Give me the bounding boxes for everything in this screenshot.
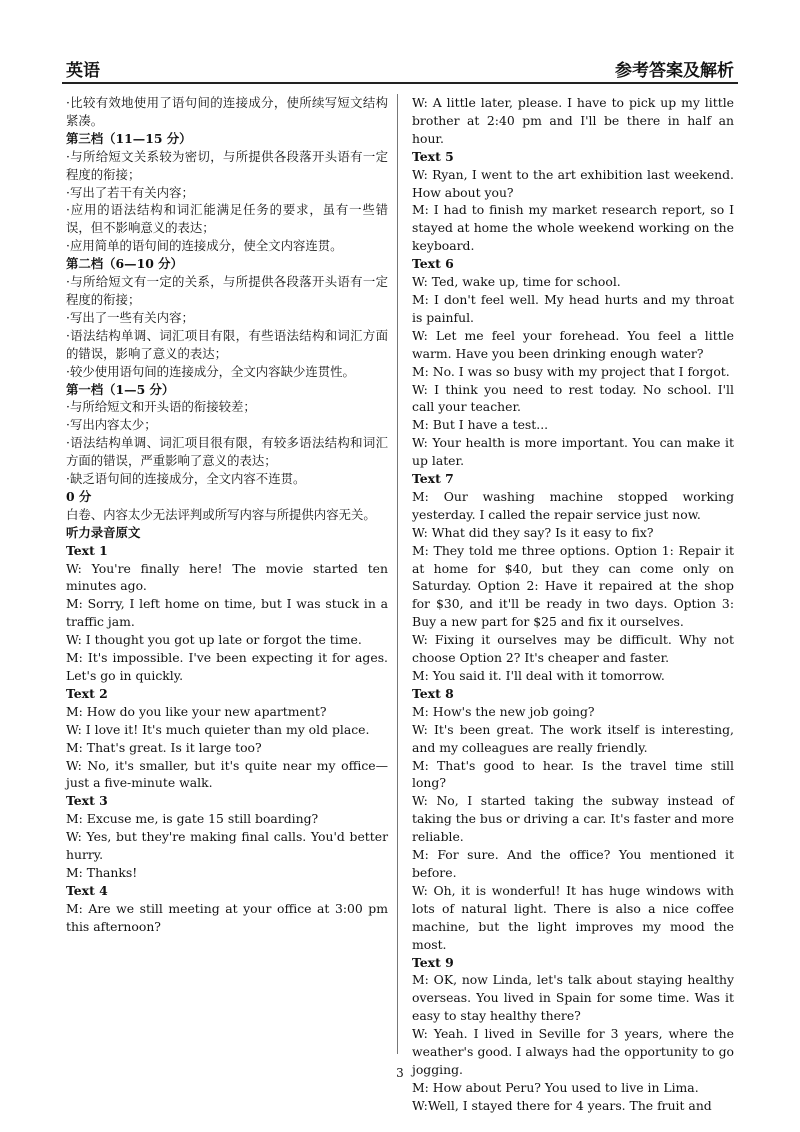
section-heading: Text 9 — [412, 954, 454, 970]
text-line: M: OK, now Linda, let's talk about staying healthy overseas. You lived in Spain for some time. Was it easy to stay healthy there? — [412, 972, 734, 1024]
text-line: M: You said it. I'll deal with it tomorrow. — [412, 668, 665, 683]
text-line: W: You're finally here! The movie started ten minutes ago. — [66, 560, 388, 594]
text-line: ·语法结构单调、词汇项目很有限，有较多语法结构和词汇方面的错误，严重影响了意义的表达； — [66, 435, 388, 469]
column-divider — [397, 94, 398, 1054]
section-heading: 第三档（11—15 分） — [66, 130, 192, 146]
section-heading: Text 6 — [412, 256, 454, 272]
text-line: M: How about Peru? You used to live in Lima. — [412, 1079, 699, 1095]
text-line: ·较少使用语句间的连接成分，全文内容缺少连贯性。 — [66, 363, 355, 379]
text-line: ·与所给短文关系较为密切，与所提供各段落开头语有一定程度的衔接； — [66, 148, 388, 182]
text-line: ·语法结构单调、词汇项目有限，有些语法结构和词汇方面的错误，影响了意义的表达； — [66, 327, 388, 361]
text-line: W: I love it! It's much quieter than my old place. — [66, 721, 370, 737]
text-line: W: No, it's smaller, but it's quite near my office—just a five-minute walk. — [66, 757, 388, 791]
section-heading: 听力录音原文 — [66, 524, 141, 540]
section-heading: Text 8 — [412, 685, 454, 701]
section-heading: Text 2 — [66, 685, 108, 701]
text-line: M: They told me three options. Option 1: Repair it at home for $40, but they can come only on Saturday. Option 2: Have it repaired at the shop for $30, and it'll be ready in two days. Option 3: Buy a new part for $25 and fix it ourselves. — [412, 542, 734, 630]
text-line: W: No, I started taking the subway instead of taking the bus or driving a car. It's faster and more reliable. — [412, 793, 734, 845]
text-line: M: Are we still meeting at your office at 3:00 pm this afternoon? — [66, 900, 388, 934]
text-line: M: How's the new job going? — [412, 703, 595, 719]
text-line: W: Oh, it is wonderful! It has huge windows with lots of natural light. There is also a nice coffee machine, but the light improves my mood the most. — [412, 882, 734, 952]
section-heading: Text 3 — [66, 793, 108, 809]
text-line: W: Yes, but they're making final calls. You'd better hurry. — [66, 829, 388, 863]
section-heading: Text 1 — [66, 542, 108, 558]
section-heading: 第二档（6—10 分） — [66, 256, 183, 272]
text-line: W:Well, I stayed there for 4 years. The fruit and — [412, 1097, 712, 1113]
text-line: 白卷、内容太少无法评判或所写内容与所提供内容无关。 — [66, 506, 376, 522]
text-line: W: I thought you got up late or forgot the time. — [66, 632, 362, 648]
section-heading: Text 4 — [66, 882, 108, 898]
page-number: 3 — [396, 1066, 404, 1080]
text-line: M: Our washing machine stopped working yesterday. I called the repair service just now. — [412, 488, 734, 522]
text-line: ·写出了若干有关内容； — [66, 184, 194, 200]
text-line: M: Excuse me, is gate 15 still boarding? — [66, 811, 319, 827]
text-line: ·写出内容太少； — [66, 417, 157, 433]
text-line: W: Fixing it ourselves may be difficult. Why not choose Option 2? It's cheaper and faster. — [412, 632, 734, 666]
text-line: ·应用简单的语句间的连接成分，使全文内容连贯。 — [66, 238, 343, 254]
text-line: W: Let me feel your forehead. You feel a little warm. Have you been drinking enough water? — [412, 327, 734, 361]
section-label: 参考答案及解析 — [615, 61, 734, 81]
text-line: ·与所给短文有一定的关系，与所提供各段落开头语有一定程度的衔接； — [66, 274, 388, 307]
text-line: W: Ryan, I went to the art exhibition last weekend. How about you? — [412, 166, 734, 200]
text-line: ·缺乏语句间的连接成分，全文内容不连贯。 — [66, 471, 306, 487]
text-line: M: That's great. Is it large too? — [66, 739, 262, 755]
text-line: M: Thanks! — [66, 864, 138, 880]
text-line: M: But I have a test... — [412, 417, 549, 433]
text-line: W: It's been great. The work itself is interesting, and my colleagues are really friendly. — [412, 721, 734, 755]
text-line: ·比较有效地使用了语句间的连接成分，使所续写短文结构紧凑。 — [66, 95, 388, 128]
text-line: M: No. I was so busy with my project that I forgot. — [412, 363, 730, 379]
text-line: M: For sure. And the office? You mentioned it before. — [412, 847, 734, 880]
section-heading: Text 7 — [412, 471, 454, 487]
right-column — [412, 94, 734, 1115]
text-line: W: A little later, please. I have to pick up my little brother at 2:40 pm and I'll be there in half an hour. — [412, 95, 734, 146]
text-line: W: What did they say? Is it easy to fix? — [412, 524, 654, 540]
section-heading: Text 5 — [412, 148, 454, 164]
left-column — [66, 94, 388, 936]
text-line: M: I don't feel well. My head hurts and my throat is painful. — [412, 291, 734, 325]
text-line: W: Your health is more important. You can make it up later. — [412, 435, 734, 469]
section-heading: 第一档（1—5 分） — [66, 381, 175, 397]
section-heading: 0 分 — [66, 488, 92, 504]
subject-label: 英语 — [66, 61, 100, 81]
text-line: W: Ted, wake up, time for school. — [412, 274, 621, 290]
page-header — [62, 54, 738, 84]
text-line: M: That's good to hear. Is the travel time still long? — [412, 757, 734, 791]
text-line: M: How do you like your new apartment? — [66, 703, 327, 719]
text-line: W: Yeah. I lived in Seville for 3 years, where the weather's good. I always had the opportunity to go jogging. — [412, 1026, 734, 1077]
text-line: ·写出了一些有关内容； — [66, 309, 194, 325]
text-line: ·应用的语法结构和词汇能满足任务的要求，虽有一些错误，但不影响意义的表达； — [66, 202, 388, 236]
text-line: M: Sorry, I left home on time, but I was stuck in a traffic jam. — [66, 596, 388, 630]
text-line: M: I had to finish my market research report, so I stayed at home the whole weekend working on the keyboard. — [412, 202, 734, 254]
text-line: M: It's impossible. I've been expecting it for ages. Let's go in quickly. — [66, 650, 388, 683]
text-line: ·与所给短文和开头语的衔接较差； — [66, 399, 256, 415]
text-line: W: I think you need to rest today. No school. I'll call your teacher. — [412, 381, 734, 415]
